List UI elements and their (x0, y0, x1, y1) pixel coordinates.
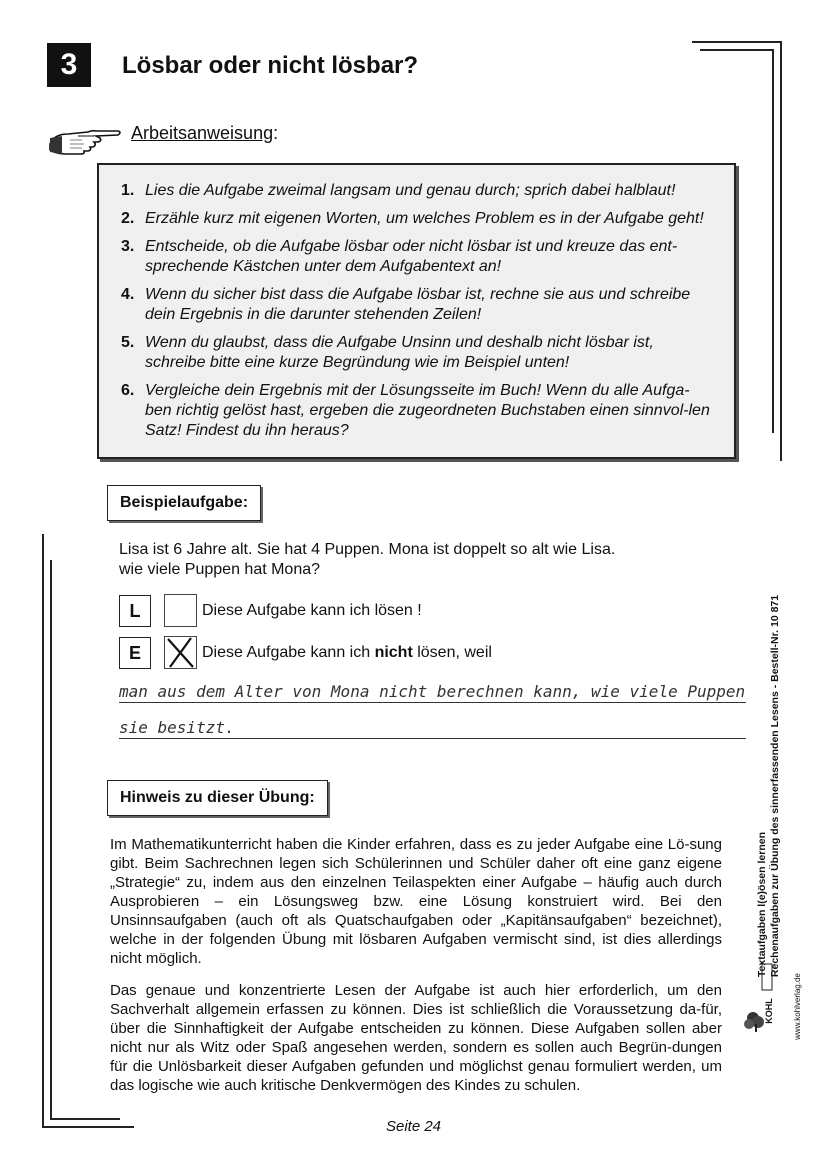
instruction-item: 4. Wenn du sicher bist dass die Aufgabe lösbar ist, rechne sie aus und schreibe dein Ergebnis in die darunter stehenden Zeilen! (121, 286, 691, 323)
checkbox-solvable[interactable] (164, 594, 197, 627)
pointing-hand-icon (48, 122, 122, 160)
example-label: Beispielaufgabe: (107, 485, 261, 521)
page-number: Seite 24 (385, 1118, 442, 1135)
checkbox-unsolvable[interactable] (164, 636, 197, 669)
side-line-1: Textaufgaben l(e)ösen lernen (756, 832, 768, 978)
website-text: www.kohlverlag.de (792, 973, 802, 1040)
instruction-label: Arbeitsanweisung: (131, 123, 279, 143)
publisher-name-wrap (762, 998, 774, 1024)
answer-line-2: sie besitzt. (119, 718, 746, 739)
corner-line-right-inner (772, 49, 774, 433)
instruction-box (97, 163, 736, 459)
instruction-item: 1. Lies die Aufgabe zweimal langsam und genau durch; sprich dabei halblaut! (121, 182, 676, 199)
instruction-item: 6. Vergleiche dein Ergebnis mit der Lösungsseite im Buch! Wenn du alle Aufga-ben richtig gelöst hast, ergeben die zugeordneten Buchstaben einen sinnvol-len Satz! Findest du ihn heraus? (121, 382, 710, 439)
corner-line-right-outer (780, 41, 782, 461)
corner-line-top-outer (692, 41, 782, 43)
instruction-item: 3. Entscheide, ob die Aufgabe lösbar oder nicht lösbar ist und kreuze das ent-sprechende Kästchen unter dem Aufgabentext an! (121, 238, 678, 275)
instruction-item: 5. Wenn du glaubst, dass die Aufgabe Unsinn und deshalb nicht lösbar ist, schreibe bitte eine kurze Begründung wie im Beispiel unten! (121, 334, 654, 371)
letter-box-l: L (119, 595, 151, 627)
note-paragraph-1: Im Mathematikunterricht haben die Kinder erfahren, dass es zu jeder Aufgabe eine Lö-sung gibt. Beim Sachrechnen legen sich Schülerinnen und Schüler daher oft eine ganz eigene „Strategie“ zu, indem aus den einzelnen Teilaspekten einer Aufgabe – häufig auch durch Ausprobieren – ein Lösungsweg bzw. eine Lösung konstruiert wird. Bei den Unsinnsaufgaben (auch oft als Quatschaufgaben oder „Kapitänsaufgaben“ bezeichnet), welche in der folgenden Übung mit lösbaren Aufgaben vermischt sind, ist dies allerdings nicht möglich. (110, 836, 722, 967)
instruction-list (99, 165, 734, 441)
website-wrap (786, 973, 802, 1040)
publisher-name: KOHL (763, 998, 774, 1024)
side-publisher-text (742, 536, 796, 1036)
answer-line-1: man aus dem Alter von Mona nicht berechnen kann, wie viele Puppen (119, 682, 746, 701)
corner-line-top-inner (700, 49, 774, 51)
note-label: Hinweis zu dieser Übung: (107, 780, 328, 816)
example-task-text: Lisa ist 6 Jahre alt. Sie hat 4 Puppen. Mona ist doppelt so alt wie Lisa. wie viele Puppen hat Mona? (119, 541, 616, 578)
side-line-2: Rechenaufgaben zur Übung des sinnerfassenden Lesens - Bestell-Nr. 10 871 (769, 594, 781, 978)
page-title: Lösbar oder nicht lösbar? (122, 52, 419, 79)
instruction-item: 2. Erzähle kurz mit eigenen Worten, um welches Problem es in der Aufgabe geht! (121, 210, 704, 227)
chapter-number: 3 (47, 43, 91, 87)
option-solvable-text: Diese Aufgabe kann ich lösen ! (202, 602, 422, 619)
corner-line-left-inner (50, 560, 52, 1120)
option-unsolvable-text: Diese Aufgabe kann ich nicht lösen, weil (202, 644, 492, 661)
corner-line-left-outer (42, 534, 44, 1128)
cross-mark-icon (165, 637, 196, 668)
letter-box-e: E (119, 637, 151, 669)
note-paragraph-2: Das genaue und konzentrierte Lesen der Aufgabe ist auch hier erforderlich, um den Sachverhalt allgemein erfassen zu können. Dies ist schließlich die Voraussetzung da-für, über die Sinnhaftigkeit der Aufgabe entscheiden zu können. Diese Aufgaben sollen aber nicht nur als Witz oder Spaß angesehen werden, sondern es sollen auch Begrün-dungen für die Unlösbarkeit dieser Aufgaben gefunden und möglichst genau formuliert werden, um das logische wie auch kritische Denkvermögen des Kindes zu schulen. (110, 982, 722, 1094)
